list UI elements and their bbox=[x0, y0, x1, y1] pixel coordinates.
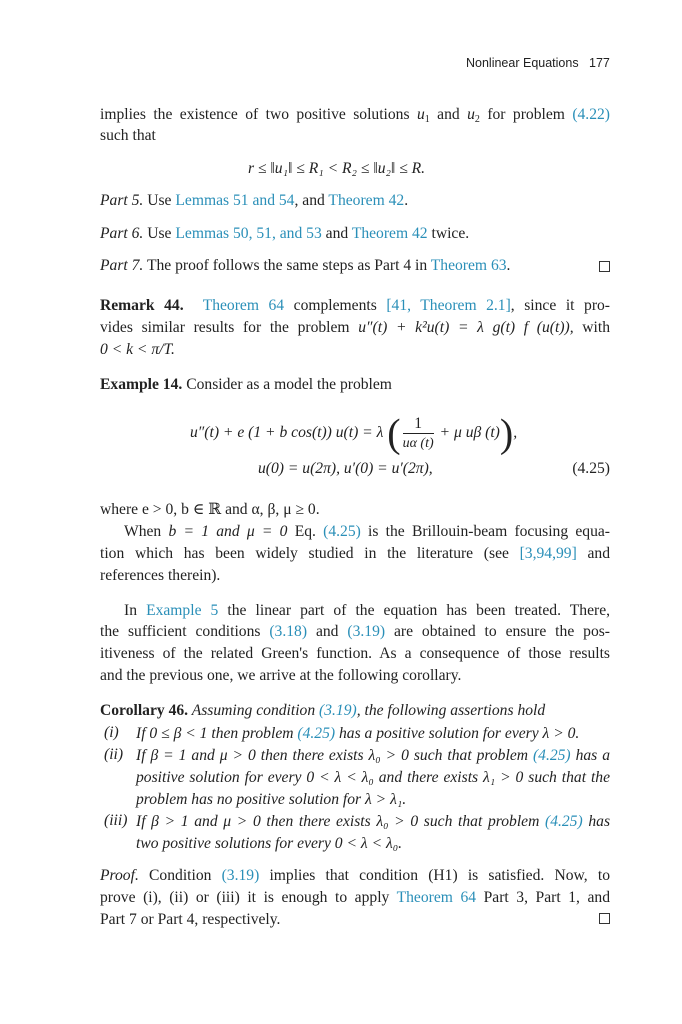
ref-link[interactable]: (3.19) bbox=[221, 867, 260, 884]
part6-line: Part 6. Use Lemmas 50, 51, and 53 and Theorem 42 twice. bbox=[100, 225, 470, 242]
ref-link[interactable]: Theorem 42 bbox=[328, 192, 405, 209]
where-line: where e > 0, b ∈ ℝ and α, β, μ ≥ 0. bbox=[100, 501, 320, 518]
para1-line1: implies the existence of two positive solutions $u_1$ and $u_2$ for problem (4.22) bbox=[100, 106, 610, 125]
ref-link[interactable]: (4.25) bbox=[297, 725, 336, 742]
brillouin-line1: When b = 1 and μ = 0 Eq. (4.25) is the Brillouin-beam focusing equa- bbox=[124, 523, 610, 540]
ref-link[interactable]: (4.25) bbox=[532, 747, 571, 764]
part7-line: Part 7. The proof follows the same steps as Part 4 in Theorem 63. bbox=[100, 257, 511, 274]
part5-line: Part 5. Use Lemmas 51 and 54, and Theorem 42. bbox=[100, 192, 409, 209]
corollary-heading: Corollary 46. Assuming condition (3.19), the following assertions hold bbox=[100, 702, 546, 719]
corollary-item-line: If 0 ≤ β < 1 then problem (4.25) has a positive solution for every λ > 0. bbox=[136, 725, 580, 742]
display-inequality: r ≤ ‖u₁‖ ≤ R₁ < R₂ ≤ ‖u₂‖ ≤ R. bbox=[248, 160, 426, 177]
remark-line2: vides similar results for the problem u″(t) + k²u(t) = λ g(t) f (u(t)), with bbox=[100, 319, 611, 336]
corollary-item-label: (ii) bbox=[104, 746, 124, 763]
ref-link[interactable]: (3.19) bbox=[319, 702, 357, 719]
para1-line2: such that bbox=[100, 127, 156, 144]
corollary-item-line: two positive solutions for every 0 < λ < λ₀. bbox=[136, 835, 403, 852]
page-number: 177 bbox=[589, 56, 610, 70]
ex5-line4: and the previous one, we arrive at the following corollary. bbox=[100, 667, 462, 684]
proof-line3: Part 7 or Part 4, respectively. bbox=[100, 911, 281, 928]
qed-square-icon bbox=[599, 261, 610, 272]
corollary-item-line: If β > 1 and μ > 0 then there exists λ₀ > 0 such that problem (4.25) has bbox=[136, 813, 611, 830]
qed-square-icon bbox=[599, 913, 610, 924]
ref-link[interactable]: (3.19) bbox=[347, 623, 386, 640]
ref-link[interactable]: [41, Theorem 2.1] bbox=[386, 297, 511, 314]
corollary-item-line: If β = 1 and μ > 0 then there exists λ₀ > 0 such that problem (4.25) has a bbox=[136, 747, 610, 764]
remark-line3: 0 < k < π/T. bbox=[100, 341, 175, 358]
running-title: Nonlinear Equations bbox=[466, 56, 579, 70]
brillouin-line3: references therein). bbox=[100, 567, 221, 584]
ref-link[interactable]: Theorem 42 bbox=[351, 225, 428, 242]
equation-line2: u(0) = u(2π), u′(0) = u′(2π), bbox=[258, 460, 433, 477]
equation-number: (4.25) bbox=[572, 460, 610, 477]
ref-link[interactable]: Lemmas 50, 51, and 53 bbox=[175, 225, 322, 242]
equation-line1: u″(t) + e (1 + b cos(t)) u(t) = λ ( $\frac{1}{u\alpha (t)}$ + μ uβ (t)), bbox=[190, 410, 518, 456]
proof-line1: Proof. Condition (3.19) implies that condition (H1) is satisfied. Now, to bbox=[100, 867, 610, 884]
ref-link[interactable]: Theorem 63 bbox=[430, 257, 507, 274]
corollary-item-label: (i) bbox=[104, 724, 119, 741]
ref-link[interactable]: Lemmas 51 and 54 bbox=[175, 192, 295, 209]
ref-link[interactable]: (4.22) bbox=[572, 106, 610, 123]
ex5-line1: In Example 5 the linear part of the equation has been treated. There, bbox=[124, 602, 611, 619]
ex5-line2: the sufficient conditions (3.18) and (3.19) are obtained to ensure the pos- bbox=[100, 623, 610, 640]
fraction: $\frac{1}{u\alpha (t)}$ bbox=[402, 414, 434, 451]
corollary-item-label: (iii) bbox=[104, 812, 128, 829]
ref-link[interactable]: Example 5 bbox=[146, 602, 219, 619]
ref-link[interactable]: (4.25) bbox=[323, 523, 361, 540]
proof-line2: prove (i), (ii) or (iii) it is enough to apply Theorem 64 Part 3, Part 1, and bbox=[100, 889, 610, 906]
ref-link[interactable]: (4.25) bbox=[545, 813, 583, 830]
ref-link[interactable]: Theorem 64 bbox=[202, 297, 285, 314]
corollary-item-line: problem has no positive solution for λ > λ₁. bbox=[136, 791, 407, 808]
ref-link[interactable]: (3.18) bbox=[269, 623, 308, 640]
example-heading: Example 14. Consider as a model the problem bbox=[100, 376, 392, 393]
remark-line1: Remark 44. Theorem 64 complements [41, Theorem 2.1], since it pro- bbox=[100, 297, 610, 314]
brillouin-line2: tion which has been widely studied in the literature (see [3,94,99] and bbox=[100, 545, 610, 562]
ref-link[interactable]: Theorem 64 bbox=[396, 889, 477, 906]
corollary-item-line: positive solution for every 0 < λ < λ₀ and there exists λ₁ > 0 such that the bbox=[136, 769, 610, 786]
ex5-line3: itiveness of the related Green's function. As a consequence of those results bbox=[100, 645, 610, 662]
ref-link[interactable]: [3,94,99] bbox=[519, 545, 577, 562]
